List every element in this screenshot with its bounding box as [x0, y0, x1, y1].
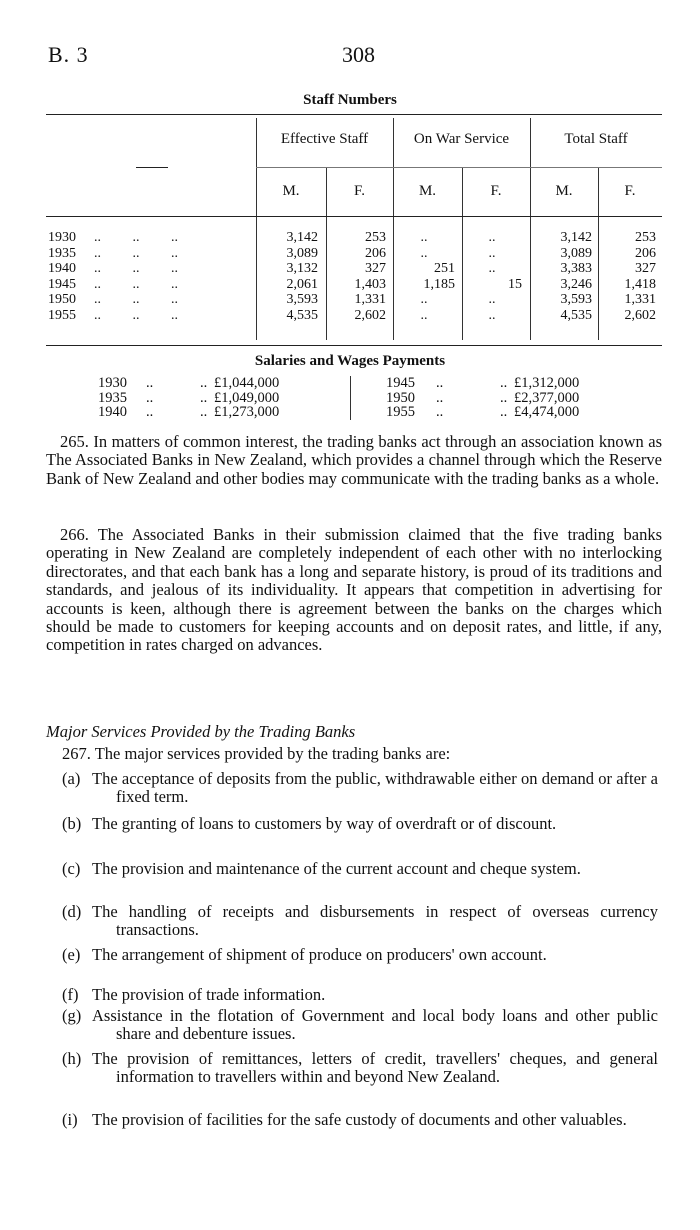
list-item	[62, 1111, 658, 1129]
table-cell-war-f: ..	[488, 245, 496, 261]
table-cell-tot-f: 206	[635, 245, 656, 261]
table-cell-leader: .. .. ..	[94, 261, 178, 276]
table-cell-war-f: ..	[488, 292, 496, 307]
table-cell-tot-f: 253	[635, 230, 656, 245]
subheader-female: F.	[490, 183, 502, 199]
subheader-male: M.	[555, 183, 573, 199]
salary-leader: ..	[436, 404, 444, 420]
table-cell-tot-m: 3,089	[560, 245, 592, 261]
list-item-text: The acceptance of deposits from the public, withdrawable either on demand or after a fixed term.	[92, 769, 658, 806]
header-effective-staff: Effective Staff	[280, 131, 369, 147]
list-item-label: (b)	[62, 814, 82, 833]
list-item	[62, 1050, 658, 1085]
salary-amount: £1,312,000	[514, 375, 580, 391]
page-identifier: B. 3	[48, 42, 89, 67]
salary-amount: £1,273,000	[214, 404, 280, 420]
list-item-label: (h)	[62, 1049, 82, 1068]
table-cell-war-f: ..	[488, 261, 496, 276]
list-item-text: Assistance in the flotation of Government and local body loans and other public share and debenture issues.	[92, 1006, 658, 1043]
table-cell-tot-m: 3,246	[560, 276, 592, 292]
list-item-text: The provision and maintenance of the current account and cheque system.	[92, 859, 581, 878]
table-cell-tot-m: 3,593	[560, 292, 592, 307]
salary-year: 1930	[98, 375, 127, 391]
salary-year: 1950	[386, 389, 415, 406]
list-item-label: (c)	[62, 859, 81, 878]
header-dash	[136, 167, 168, 168]
subheader-female: F.	[624, 183, 636, 199]
table-cell-eff-f: 327	[365, 261, 386, 276]
salary-leader: ..	[500, 389, 508, 406]
header-total-staff: Total Staff	[564, 131, 628, 147]
table-cell-war-f: 15	[508, 276, 522, 292]
table-cell-war-m: ..	[420, 292, 428, 307]
table-cell-tot-m: 4,535	[560, 307, 592, 323]
list-item-label: (f)	[62, 985, 79, 1004]
table-cell-eff-f: 1,403	[354, 276, 386, 292]
list-item	[62, 986, 658, 1004]
salary-leader: ..	[500, 404, 508, 420]
table-cell-leader: .. .. ..	[94, 276, 178, 292]
list-item	[62, 815, 658, 833]
table-bottom-rule	[46, 345, 662, 346]
table-cell-tot-m: 3,142	[560, 230, 592, 245]
list-item-label: (a)	[62, 769, 81, 788]
salary-leader: ..	[146, 404, 154, 420]
table-cell-eff-m: 3,089	[286, 245, 318, 261]
section-intro: 267. The major services provided by the trading banks are:	[62, 744, 451, 763]
table-cell-tot-f: 1,418	[624, 276, 656, 292]
salary-leader: ..	[200, 389, 208, 406]
table-cell-war-f: ..	[488, 230, 496, 245]
salary-amount: £4,474,000	[514, 404, 580, 420]
salary-leader: ..	[436, 389, 444, 406]
table-cell-eff-m: 3,132	[286, 261, 318, 276]
salary-leader: ..	[436, 375, 444, 391]
table-cell-year: 1950	[48, 292, 76, 307]
page-number: 308	[342, 42, 375, 67]
table-top-rule	[46, 114, 662, 115]
table-cell-year: 1940	[48, 261, 76, 276]
list-item-label: (d)	[62, 902, 82, 921]
list-item	[62, 946, 658, 964]
table-cell-leader: .. .. ..	[94, 307, 178, 323]
table-cell-tot-f: 327	[635, 261, 656, 276]
staff-table-title: Staff Numbers	[303, 92, 397, 108]
table-cell-eff-f: 253	[365, 230, 386, 245]
table-cell-war-f: ..	[488, 307, 496, 323]
table-cell-eff-m: 3,593	[286, 292, 318, 307]
header-bottom-rule	[46, 216, 662, 217]
salary-year: 1945	[386, 375, 415, 391]
list-item-text: The granting of loans to customers by way of overdraft or of discount.	[92, 814, 557, 833]
list-item	[62, 770, 658, 805]
list-item-text: The provision of facilities for the safe custody of documents and other valuables.	[92, 1110, 627, 1129]
list-item-text: The provision of trade information.	[92, 985, 326, 1004]
header-mid-rule	[256, 167, 662, 168]
list-item-label: (g)	[62, 1006, 82, 1025]
table-cell-leader: .. .. ..	[94, 245, 178, 261]
salary-year: 1955	[386, 404, 415, 420]
table-cell-eff-f: 206	[365, 245, 386, 261]
paragraph-266: 266. The Associated Banks in their submission claimed that the five trading banks operating in New Zealand are completely independent of each other with no interlocking directorates, and that each bank has a long and separate history, is proud of its traditions and standards, and jealous of its individuality. It appears that competition in advertising for accounts is keen, although there is agreement between the banks on the charges which should be made to customers for keeping accounts and on deposit rates, and little, if any, competition in rates charged on advances.	[46, 525, 662, 655]
salary-leader: ..	[146, 389, 154, 406]
table-cell-war-m: 251	[434, 261, 455, 276]
subheader-female: F.	[354, 183, 365, 199]
list-item	[62, 903, 658, 938]
header-on-war-service: On War Service	[413, 131, 510, 147]
salary-amount: £2,377,000	[514, 389, 580, 406]
list-item-text: The provision of remittances, letters of credit, travellers' cheques, and general information to travellers within and beyond New Zealand.	[92, 1049, 658, 1086]
list-item-text: The arrangement of shipment of produce on producers' own account.	[92, 945, 547, 964]
list-item-text: The handling of receipts and disbursements in respect of overseas currency transactions.	[92, 902, 658, 939]
salary-leader: ..	[500, 375, 508, 391]
subheader-male: M.	[418, 183, 437, 199]
table-cell-tot-f: 1,331	[624, 292, 656, 307]
table-cell-eff-m: 3,142	[286, 230, 318, 245]
subheader-male: M.	[282, 183, 300, 199]
salaries-divider	[350, 376, 351, 420]
salary-amount: £1,049,000	[214, 389, 280, 406]
table-cell-war-m: ..	[420, 245, 428, 261]
table-cell-year: 1930	[48, 230, 76, 245]
table-cell-eff-m: 2,061	[286, 276, 318, 292]
table-cell-tot-f: 2,602	[624, 307, 656, 323]
salaries-title: Salaries and Wages Payments	[254, 353, 446, 369]
salary-leader: ..	[200, 404, 208, 420]
table-cell-tot-m: 3,383	[560, 261, 592, 276]
list-item	[62, 1007, 658, 1042]
paragraph-265: 265. In matters of common interest, the trading banks act through an association known as The Associated Banks in New Zealand, which provides a channel through which the Reserve Bank of New Zealand and other bodies may communicate with the trading banks as a whole.	[46, 432, 662, 488]
salary-year: 1940	[98, 404, 127, 420]
table-cell-leader: .. .. ..	[94, 230, 178, 245]
table-cell-year: 1955	[48, 307, 76, 323]
salary-leader: ..	[146, 375, 154, 391]
salary-year: 1935	[98, 389, 127, 406]
salary-leader: ..	[200, 375, 208, 391]
table-cell-war-m: ..	[420, 230, 428, 245]
table-cell-eff-f: 2,602	[354, 307, 386, 323]
table-cell-year: 1935	[48, 245, 76, 261]
table-cell-leader: .. .. ..	[94, 292, 178, 307]
section-heading: Major Services Provided by the Trading Banks	[46, 722, 356, 741]
table-cell-war-m: 1,185	[423, 276, 455, 292]
salary-amount: £1,044,000	[214, 375, 280, 391]
table-cell-year: 1945	[48, 276, 76, 292]
table-cell-war-m: ..	[420, 307, 428, 323]
list-item-label: (e)	[62, 945, 81, 964]
list-item-label: (i)	[62, 1110, 78, 1129]
table-cell-eff-f: 1,331	[354, 292, 386, 307]
table-cell-eff-m: 4,535	[286, 307, 318, 323]
list-item	[62, 860, 658, 878]
